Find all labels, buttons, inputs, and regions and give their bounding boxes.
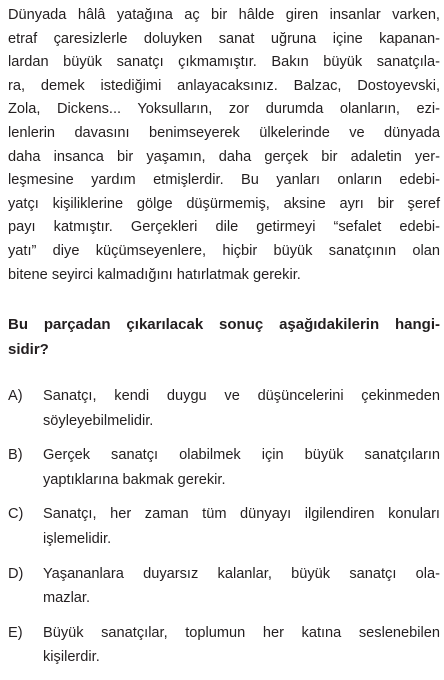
- option-line: söyleyebilmelidir.: [43, 412, 154, 429]
- option-text: [43, 621, 440, 670]
- question-stem: [8, 312, 440, 362]
- option-c[interactable]: [8, 502, 440, 556]
- option-line: Sanatçı, her zaman tüm dünyayı ilgilendiren konuları: [43, 506, 440, 523]
- question-line: sidir?: [8, 341, 49, 358]
- option-d[interactable]: [8, 562, 440, 616]
- option-letter: B): [8, 447, 23, 464]
- option-line: Yaşananlara duyarsız kalanlar, büyük sanatçı ola-: [43, 565, 440, 582]
- option-text: [43, 443, 440, 492]
- passage-line: bitene seyirci kalmadığını hatırlatmak gerekir.: [8, 266, 301, 283]
- passage-line: payı katmıştır. Gerçekleri dile getirmeyi “sefalet edebi-: [8, 219, 440, 236]
- option-letter: E): [8, 624, 23, 641]
- option-text: [43, 562, 440, 611]
- option-line: Büyük sanatçılar, toplumun her katına seslenebilen: [43, 624, 440, 641]
- option-line: Gerçek sanatçı olabilmek için büyük sanatçıların: [43, 447, 440, 464]
- option-b[interactable]: [8, 443, 440, 497]
- passage-line: yatçı kişiliklerine gölge düşürmemiş, aksine ayrı bir şeref: [8, 195, 440, 212]
- option-text: [43, 384, 440, 433]
- option-a[interactable]: [8, 384, 440, 438]
- passage-line: Dünyada hâlâ yatağına aç bir hâlde giren insanlar varken,: [8, 7, 440, 23]
- passage-line: leşmesine yardım etmişlerdir. Bu yanları onların edebi-: [8, 172, 440, 189]
- option-line: yaptıklarına bakmak gerekir.: [43, 471, 226, 488]
- passage-line: etraf çaresizlerle doluyken sanat uğruna içine kapanan-: [8, 30, 440, 47]
- reading-passage: [8, 4, 440, 287]
- option-line: işlemelidir.: [43, 530, 112, 547]
- passage-line: daha insanca bir yaşamın, daha gerçek bir adaletin yer-: [8, 148, 440, 165]
- passage-line: Zola, Dickens... Yoksulların, zor durumda olanların, ezi-: [8, 101, 440, 118]
- option-letter: D): [8, 565, 24, 582]
- option-e[interactable]: [8, 621, 440, 675]
- passage-line: lenlerin davasını benimseyerek ülkelerinde ve dünyada: [8, 124, 440, 141]
- option-line: mazlar.: [43, 590, 91, 607]
- passage-line: lardan büyük sanatçı çıkmamıştır. Bakın büyük sanatçıla-: [8, 54, 440, 71]
- option-text: [43, 502, 440, 551]
- answer-options: [8, 384, 440, 680]
- option-line: Sanatçı, kendi duygu ve düşüncelerini çekinmeden: [43, 388, 440, 404]
- option-letter: C): [8, 506, 24, 523]
- passage-line: yatı” diye küçümseyenlere, hiçbir büyük sanatçının olan: [8, 242, 440, 259]
- passage-line: ra, demek istediğimi anlayacaksınız. Balzac, Dostoyevski,: [8, 77, 440, 94]
- option-letter: A): [8, 388, 23, 404]
- question-line: Bu parçadan çıkarılacak sonuç aşağıdakilerin hangi-: [8, 316, 440, 333]
- option-line: kişilerdir.: [43, 649, 100, 666]
